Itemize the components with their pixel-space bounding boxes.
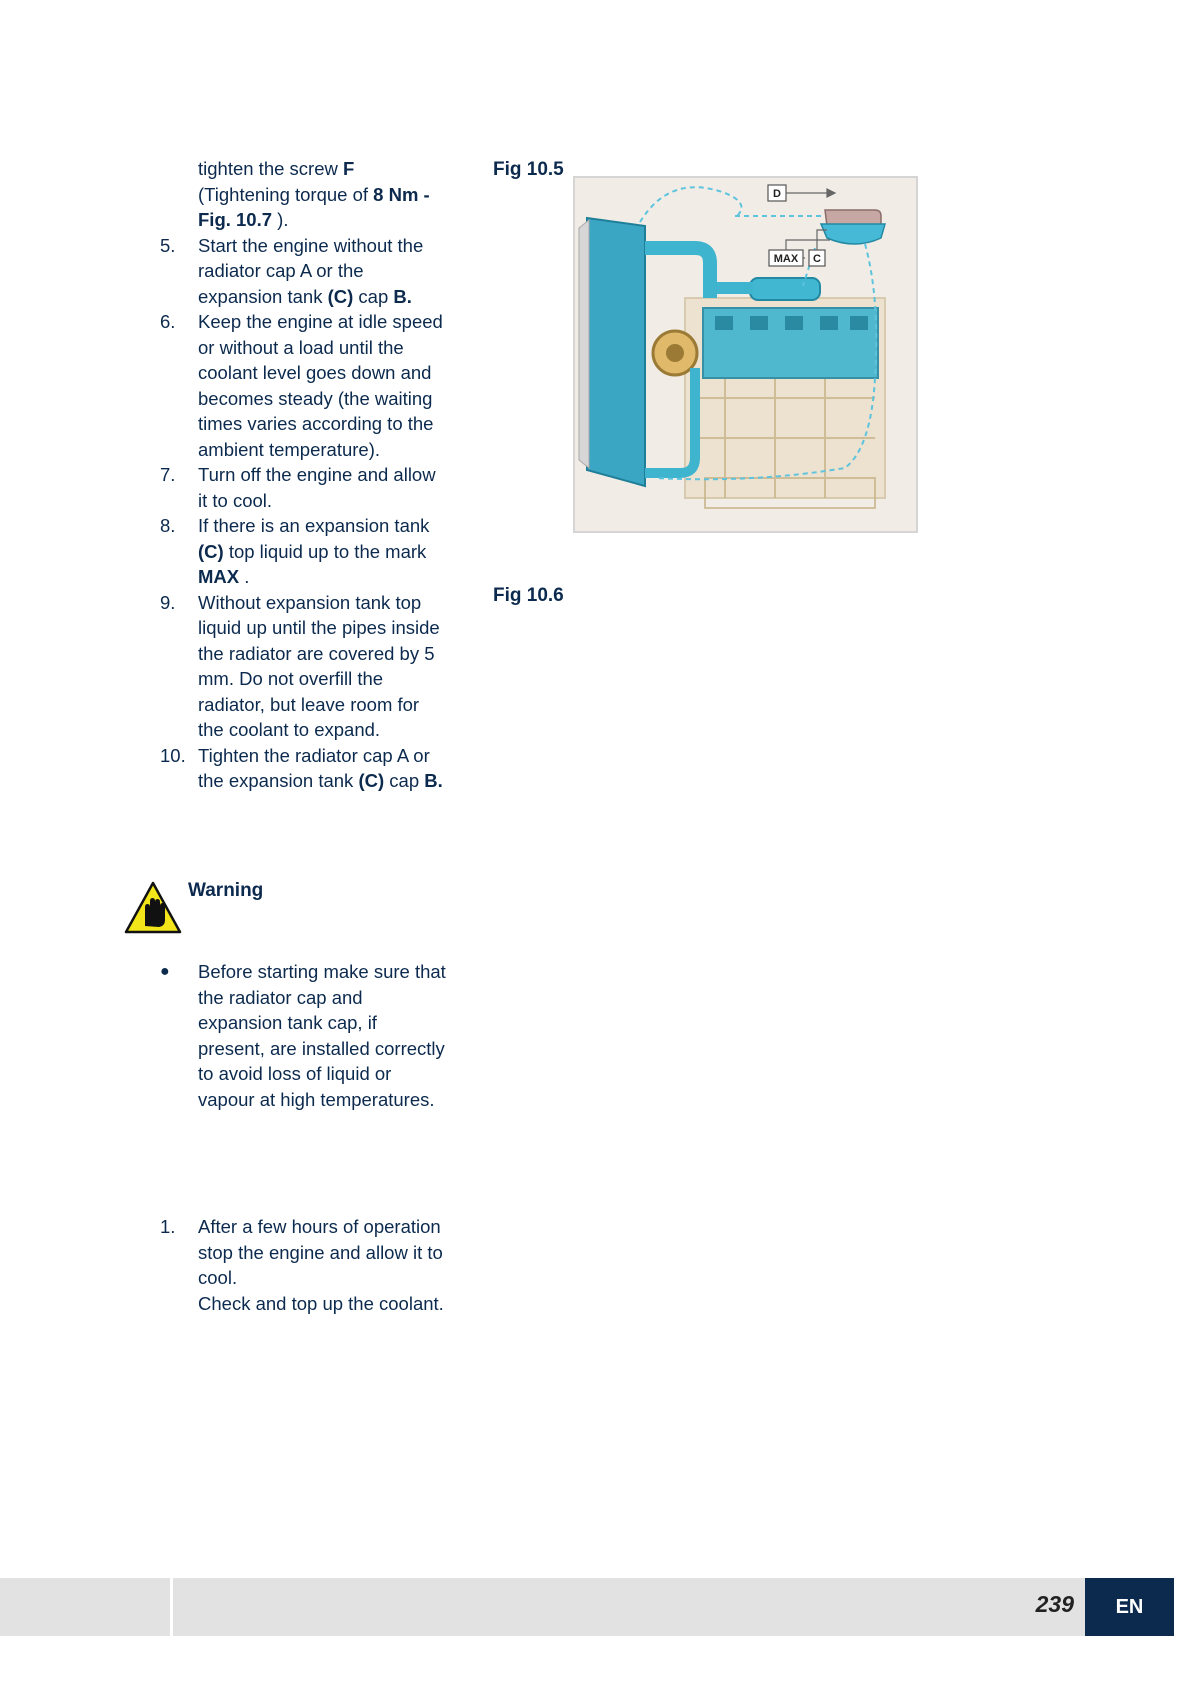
engine-cooling-figure (573, 176, 918, 533)
figure-label-10-5: Fig 10.5 (493, 159, 564, 180)
step-number: 7. (160, 464, 176, 485)
callout-d: D (773, 188, 781, 200)
bullet-dot: ● (160, 963, 170, 980)
instruction-steps (160, 156, 480, 794)
callout-max: MAX (773, 253, 799, 265)
step-8: 8. If there is an expansion tank (C) top liquid up to the mark MAX . (160, 515, 430, 587)
page-number: 239 (1035, 1591, 1074, 1617)
language-badge: EN (1085, 1578, 1174, 1636)
page-footer (0, 1578, 1174, 1636)
step-number: 10. (160, 744, 186, 766)
callout-c: C (813, 253, 821, 265)
warning-title: Warning (188, 880, 264, 901)
step-6: 6. Keep the engine at idle speed or without a load until the coolant level goes down and becomes steady (the waiting times varies according to the ambient temperature). (160, 311, 443, 460)
step-number: 9. (160, 591, 176, 613)
step-number: 6. (160, 311, 176, 332)
figure-label-10-6: Fig 10.6 (493, 585, 564, 606)
step-7: 7. Turn off the engine and allow it to cool. (160, 464, 436, 511)
engine-cooling-illustration (575, 178, 916, 531)
step-1: 1. After a few hours of operation stop the engine and allow it to cool. Check and top up the coolant. (160, 1216, 444, 1314)
warning-bullet: ● Before starting make sure that the radiator cap and expansion tank cap, if present, are installed correctly to avoid loss of liquid or vapour at high temperatures. (160, 961, 446, 1110)
step-number: 5. (160, 234, 176, 256)
footer-divider (170, 1578, 173, 1636)
step-number: 1. (160, 1216, 176, 1237)
step-9: 9. Without expansion tank top liquid up until the pipes inside the radiator are covered by 5 mm. Do not overfill the radiator, but leave room for the coolant to expand. (160, 591, 440, 740)
warning-hand-icon (123, 880, 183, 936)
step-5: 5. Start the engine without the radiator cap A or the expansion tank (C) cap B. (160, 234, 424, 307)
step-10: 10. Tighten the radiator cap A or the expansion tank (C) cap B. (160, 744, 443, 791)
step-number: 8. (160, 515, 176, 536)
post-run-steps (160, 1214, 480, 1316)
step-continuation: tighten the screw F (Tightening torque of 8 Nm - Fig. 10.7 ). (198, 158, 430, 230)
